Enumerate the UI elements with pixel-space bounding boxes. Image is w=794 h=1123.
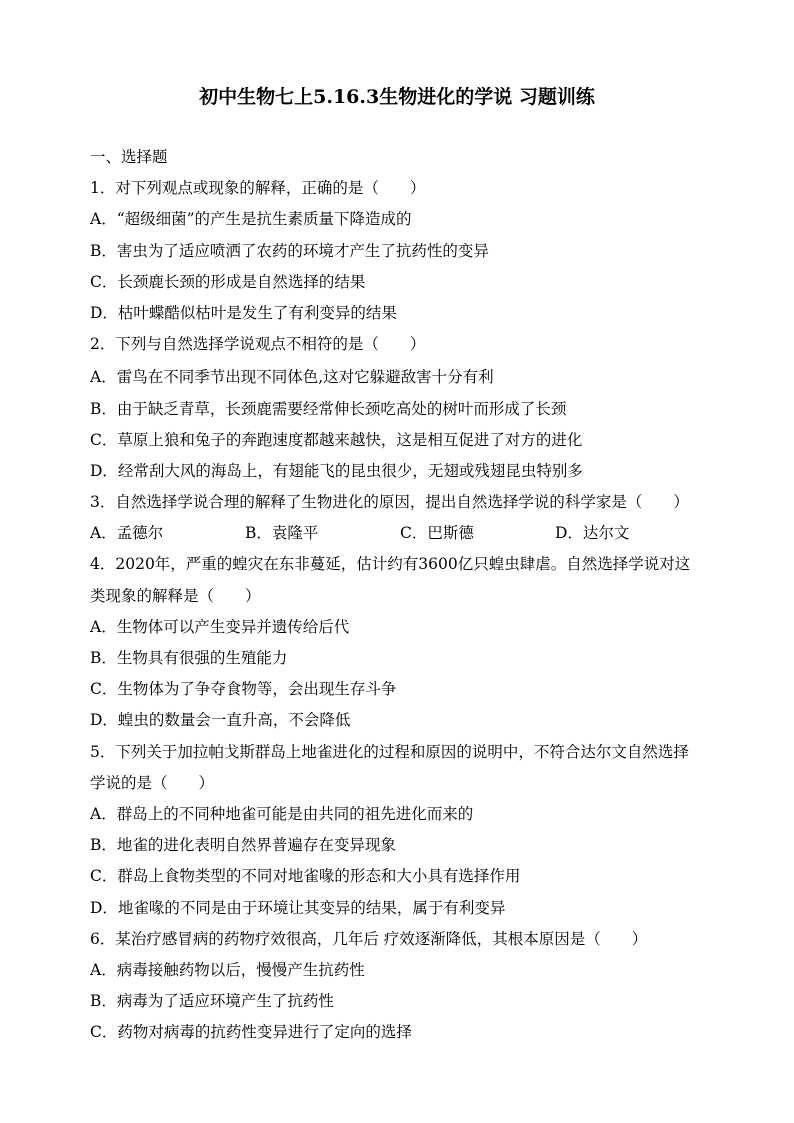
question-4-option-c: C．生物体为了争夺食物等，会出现生存斗争 xyxy=(90,680,397,699)
question-5-stem-line-1: 5．下列关于加拉帕戈斯群岛上地雀进化的过程和原因的说明中，不符合达尔文自然选择 xyxy=(90,742,689,761)
question-6-option-c: C．药物对病毒的抗药性变异进行了定向的选择 xyxy=(90,1023,412,1042)
question-4-option-a: A．生物体可以产生变异并遗传给后代 xyxy=(90,617,350,636)
page-title: 初中生物七上5.16.3生物进化的学说 习题训练 xyxy=(199,86,595,108)
question-2-option-b: B．由于缺乏青草，长颈鹿需要经常伸长颈吃高处的树叶而形成了长颈 xyxy=(90,399,567,418)
question-4-stem-line-1: 4．2020年，严重的蝗灾在东非蔓延，估计约有3600亿只蝗虫肆虐。自然选择学说对这 xyxy=(90,555,691,574)
question-3-option-d: D．达尔文 xyxy=(555,524,630,543)
question-6-stem: 6．某治疗感冒病的药物疗效很高，几年后 疗效逐渐降低，其根本原因是（ ） xyxy=(90,929,648,948)
question-3-stem: 3．自然选择学说合理的解释了生物进化的原因，提出自然选择学说的科学家是（ ） xyxy=(90,493,689,512)
question-5-option-b: B．地雀的进化表明自然界普遍存在变异现象 xyxy=(90,836,396,855)
section-heading: 一、选择题 xyxy=(90,148,168,166)
question-list xyxy=(90,142,712,1048)
question-1-option-a: A．“超级细菌”的产生是抗生素质量下降造成的 xyxy=(90,210,412,229)
question-6-option-b: B．病毒为了适应环境产生了抗药性 xyxy=(90,992,334,1011)
question-3-option-c: C．巴斯德 xyxy=(400,524,474,543)
question-1-option-d: D．枯叶蝶酷似枯叶是发生了有利变异的结果 xyxy=(90,303,397,322)
question-1-option-c: C．长颈鹿长颈的形成是自然选择的结果 xyxy=(90,272,366,291)
question-1-option-b: B．害虫为了适应喷洒了农药的环境才产生了抗药性的变异 xyxy=(90,241,489,260)
question-4-stem-line-2: 类现象的解释是（ ） xyxy=(90,586,261,605)
question-4-option-d: D．蝗虫的数量会一直升高，不会降低 xyxy=(90,711,351,730)
question-2-option-a: A．雷鸟在不同季节出现不同体色,这对它躲避敌害十分有利 xyxy=(90,368,494,387)
question-6-option-a: A．病毒接触药物以后，慢慢产生抗药性 xyxy=(90,960,365,979)
question-3-options xyxy=(90,518,712,549)
question-3-option-a: A．孟德尔 xyxy=(90,524,164,543)
question-5-option-a: A．群岛上的不同种地雀可能是由共同的祖先进化而来的 xyxy=(90,804,474,823)
question-2-option-c: C．草原上狼和兔子的奔跑速度都越来越快，这是相互促进了对方的进化 xyxy=(90,430,583,449)
question-5-option-d: D．地雀喙的不同是由于环境让其变异的结果，属于有利变异 xyxy=(90,898,506,917)
question-2-option-d: D．经常刮大风的海岛上，有翅能飞的昆虫很少，无翅或残翅昆虫特别多 xyxy=(90,461,583,480)
question-5-stem-line-2: 学说的是（ ） xyxy=(90,773,215,792)
question-1-stem: 1．对下列观点或现象的解释，正确的是（ ） xyxy=(90,179,426,198)
question-4-option-b: B．生物具有很强的生殖能力 xyxy=(90,649,288,667)
question-5-option-c: C．群岛上食物类型的不同对地雀喙的形态和大小具有选择作用 xyxy=(90,867,521,886)
question-3-option-b: B．袁隆平 xyxy=(245,524,319,543)
question-2-stem: 2．下列与自然选择学说观点不相符的是（ ） xyxy=(90,335,426,354)
